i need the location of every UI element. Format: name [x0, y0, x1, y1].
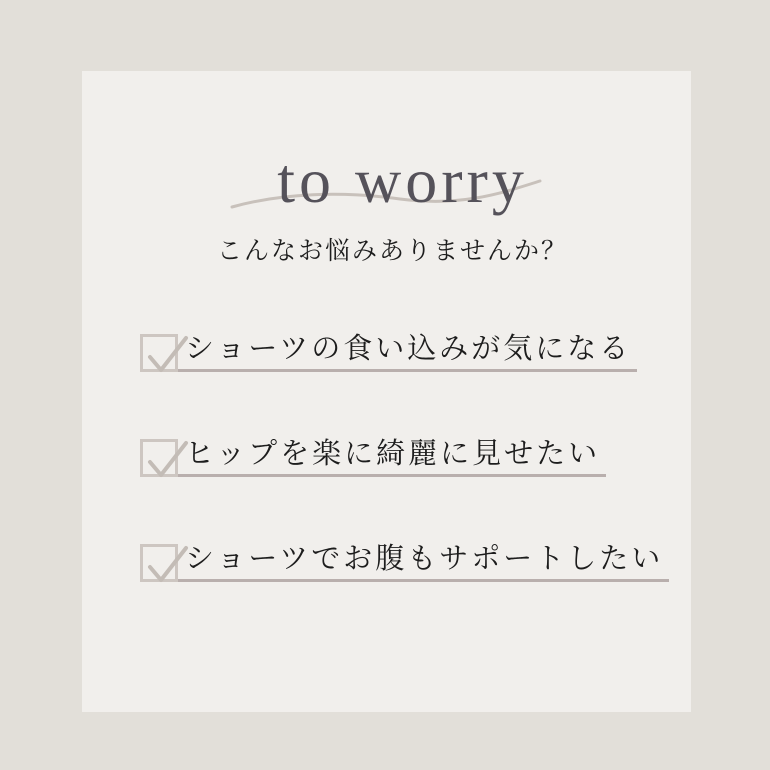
list-item — [140, 543, 669, 582]
checkbox-checked-icon — [140, 544, 178, 582]
list-item — [140, 333, 637, 372]
list-item — [140, 438, 606, 477]
checkbox-checked-icon — [140, 439, 178, 477]
content-card — [82, 71, 691, 712]
page-title: to worry — [277, 145, 528, 216]
list-item-label: ショーツでお腹もサポートしたい — [178, 543, 669, 582]
list-item-label: ショーツの食い込みが気になる — [178, 333, 637, 372]
subtitle: こんなお悩みありませんか？ — [216, 238, 568, 265]
title-section — [82, 71, 691, 216]
list-item-label: ヒップを楽に綺麗に見せたい — [178, 438, 606, 477]
checkbox-checked-icon — [140, 334, 178, 372]
